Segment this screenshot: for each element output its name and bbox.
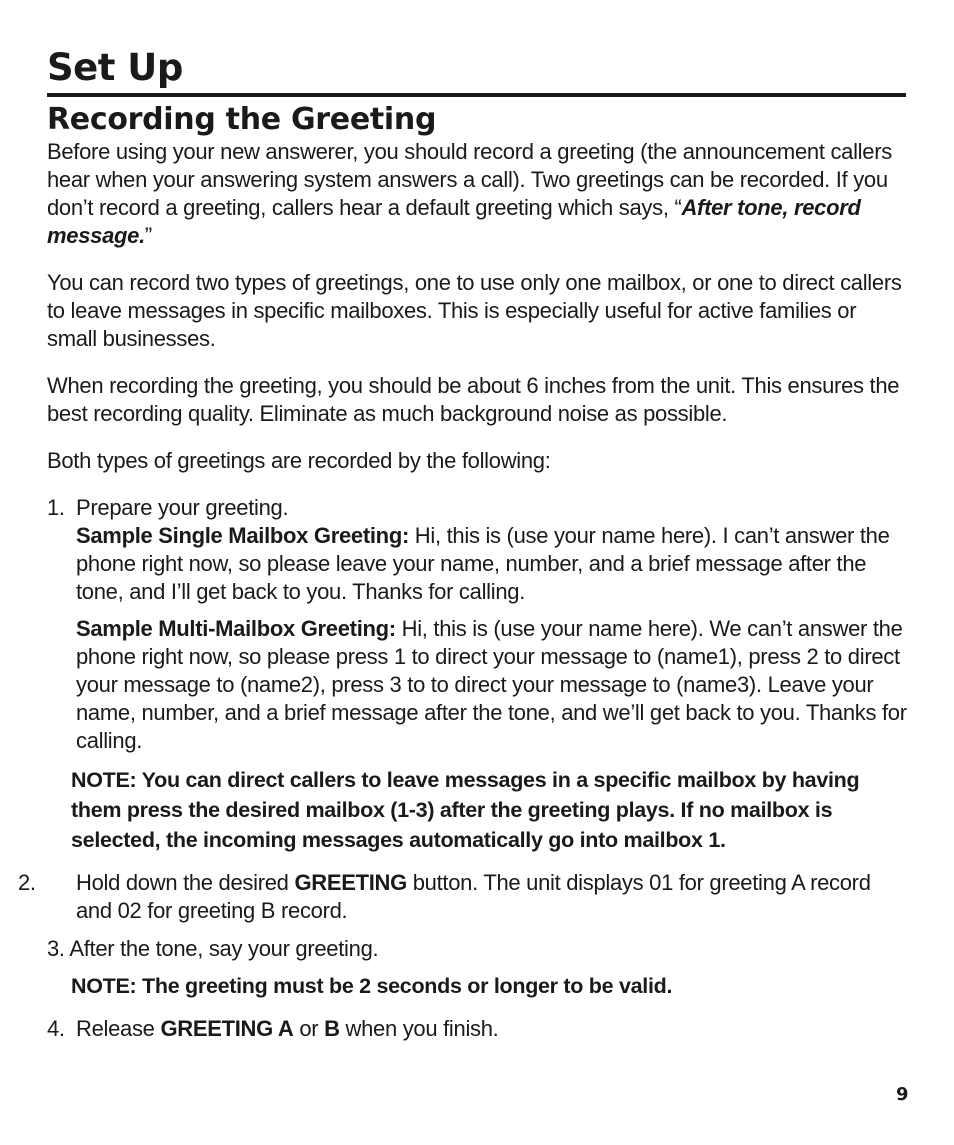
- multi-mailbox-sample: [47, 615, 907, 755]
- step-1-text: Prepare your greeting.: [76, 495, 289, 520]
- single-mailbox-label: Sample Single Mailbox Greeting:: [76, 523, 409, 548]
- step-4-pre: Release: [76, 1016, 161, 1041]
- greeting-a-key: GREETING A: [160, 1016, 294, 1041]
- page-number: 9: [896, 1084, 909, 1105]
- step-4-number: 4.: [47, 1016, 65, 1041]
- title-rule: [47, 93, 906, 97]
- single-mailbox-sample: [47, 522, 907, 606]
- intro-paragraph: [47, 138, 907, 250]
- intro-close-quote: ”: [144, 223, 152, 248]
- step-2-post: button. The unit displays 01 for greeting A record and 02 for greeting B record.: [76, 870, 871, 923]
- intro-text: Before using your new answerer, you should record a greeting (the announcement callers hear when your answering system answers a call). Two greetings can be recorded. If you don’t record a greeting, callers hear a default greeting which says, “: [47, 139, 892, 220]
- step-2: [18, 869, 907, 925]
- mailbox-note: NOTE: You can direct callers to leave messages in a specific mailbox by having them press the desired mailbox (1-3) after the greeting plays. If no mailbox is selected, the incoming messages automatically go into mailbox 1.: [71, 768, 860, 852]
- step-2-pre: Hold down the desired: [76, 870, 295, 895]
- step-1-number: 1.: [47, 495, 65, 520]
- multi-mailbox-label: Sample Multi-Mailbox Greeting:: [76, 616, 396, 641]
- step-2-number: 2.: [18, 870, 36, 895]
- step-3: 3. After the tone, say your greeting.: [47, 936, 379, 961]
- default-greeting-text: After tone, record message.: [47, 195, 861, 248]
- single-mailbox-text: Hi, this is (use your name here). I can’t answer the phone right now, so please leave your name, number, and a brief message after the tone, and I’ll get back to you. Thanks for calling.: [76, 523, 890, 604]
- recording-distance-paragraph: When recording the greeting, you should be about 6 inches from the unit. This ensures the best recording quality. Eliminate as much background noise as possible.: [47, 373, 900, 426]
- page-content: [18, 138, 907, 1043]
- step-1-line: [47, 494, 907, 522]
- greeting-key: GREETING: [294, 870, 407, 895]
- step-4-post: when you finish.: [339, 1016, 499, 1041]
- page-title: Set Up: [47, 46, 183, 89]
- step-4-mid: or: [293, 1016, 325, 1041]
- duration-note: NOTE: The greeting must be 2 seconds or longer to be valid.: [71, 974, 673, 998]
- multi-mailbox-text: Hi, this is (use your name here). We can’t answer the phone right now, so please press 1 to direct your message to (name1), press 2 to direct your message to (name2), press 3 to to direct your message to (name3). Leave your name, number, and a brief message after the tone, and we’ll get back to you. Thanks for calling.: [76, 616, 907, 753]
- greeting-b-key: B: [324, 1016, 340, 1041]
- step-1: [47, 494, 907, 755]
- section-heading: Recording the Greeting: [47, 102, 437, 137]
- greeting-types-paragraph: You can record two types of greetings, one to use only one mailbox, or one to direct callers to leave messages in specific mailboxes. This is especially useful for active families or small businesses.: [47, 270, 902, 351]
- procedure-intro-paragraph: Both types of greetings are recorded by the following:: [47, 448, 551, 473]
- step-4: [47, 1015, 907, 1043]
